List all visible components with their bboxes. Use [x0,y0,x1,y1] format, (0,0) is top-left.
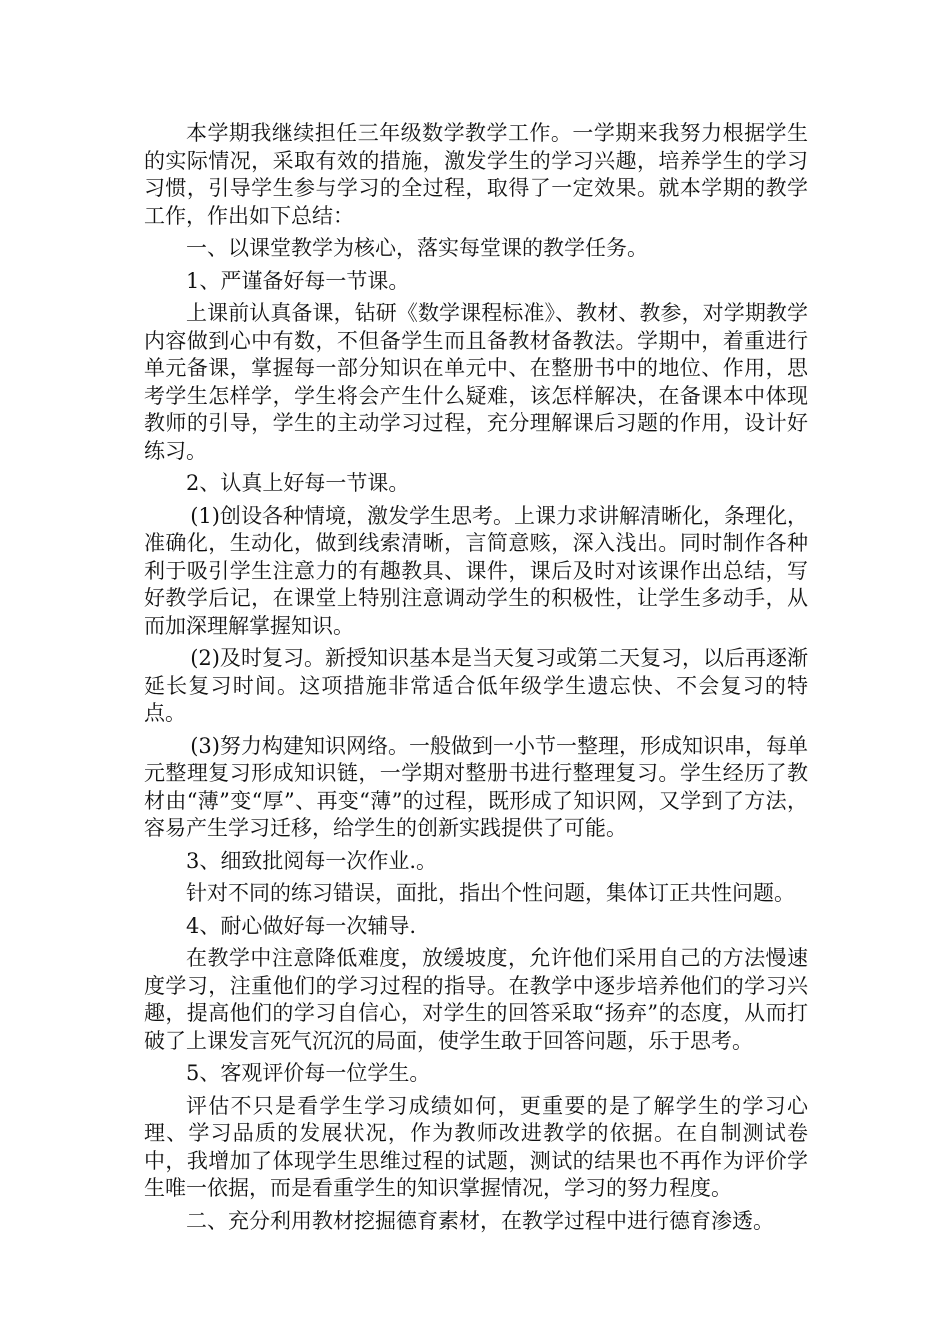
subheading-1: 1、严谨备好每一节课。 [186,268,410,293]
paragraph-item-1: (1)创设各种情境，激发学生思考。上课力求讲解清晰化，条理化，准确化，生动化，做到线索清晰，言简意赅，深入浅出。同时制作各种利于吸引学生注意力的有趣教具、课件，课后及时对该课作出总结，写好教学后记，在课堂上特别注意调动学生的积极性，让学生多动手，从而加深理解掌握知识。 [144,503,808,638]
paragraph-evaluation: 评估不只是看学生学习成绩如何，更重要的是了解学生的学习心理、学习品质的发展状况，作为教师改进教学的依据。在自制测试卷中，我增加了体现学生思维过程的试题，测试的结果也不再作为评价学生唯一依据，而是看重学生的知识掌握情况，学习的努力程度。 [144,1093,808,1200]
document-body [144,120,808,1240]
subheading-5: 5、客观评价每一位学生。 [186,1061,431,1085]
paragraph-homework: 针对不同的练习错误，面批，指出个性问题，集体订正共性问题。 [186,881,795,905]
section-heading-1: 一、以课堂教学为核心，落实每堂课的教学任务。 [186,236,648,260]
subheading-3: 3、细致批阅每一次作业.。 [186,848,438,873]
section-heading-2: 二、充分利用教材挖掘德育素材，在教学过程中进行德育渗透。 [186,1208,774,1233]
subheading-2: 2、认真上好每一节课。 [186,471,410,495]
paragraph-item-3: (3)努力构建知识网络。一般做到一小节一整理，形成知识串，每单元整理复习形成知识链，一学期对整册书进行整理复习。学生经历了教材由“薄”变“厚”、再变“薄”的过程，既形成了知识网，又学到了方法，容易产生学习迁移，给学生的创新实践提供了可能。 [144,733,808,840]
paragraph-lesson-prep: 上课前认真备课，钻研《数学课程标准》、教材、教参，对学期教学内容做到心中有数，不但备学生而且备教材备教法。学期中，着重进行单元备课，掌握每一部分知识在单元中、在整册书中的地位、作用，思考学生怎样学，学生将会产生什么疑难，该怎样解决，在备课本中体现教师的引导，学生的主动学习过程，充分理解课后习题的作用，设计好练习。 [144,301,808,463]
paragraph-tutoring: 在教学中注意降低难度，放缓坡度，允许他们采用自己的方法慢速度学习，注重他们的学习过程的指导。在教学中逐步培养他们的学习兴趣，提高他们的学习自信心，对学生的回答采取“扬弃”的态度，从而打破了上课发言死气沉沉的局面，使学生敢于回答问题，乐于思考。 [144,946,808,1053]
subheading-4: 4、耐心做好每一次辅导. [186,913,417,938]
paragraph-intro: 本学期我继续担任三年级数学教学工作。一学期来我努力根据学生的实际情况，采取有效的措施，激发学生的学习兴趣，培养学生的学习习惯，引导学生参与学习的全过程，取得了一定效果。就本学期的教学工作，作出如下总结： [144,121,808,228]
paragraph-item-2: (2)及时复习。新授知识基本是当天复习或第二天复习，以后再逐渐延长复习时间。这项措施非常适合低年级学生遗忘快、不会复习的特点。 [144,646,808,725]
